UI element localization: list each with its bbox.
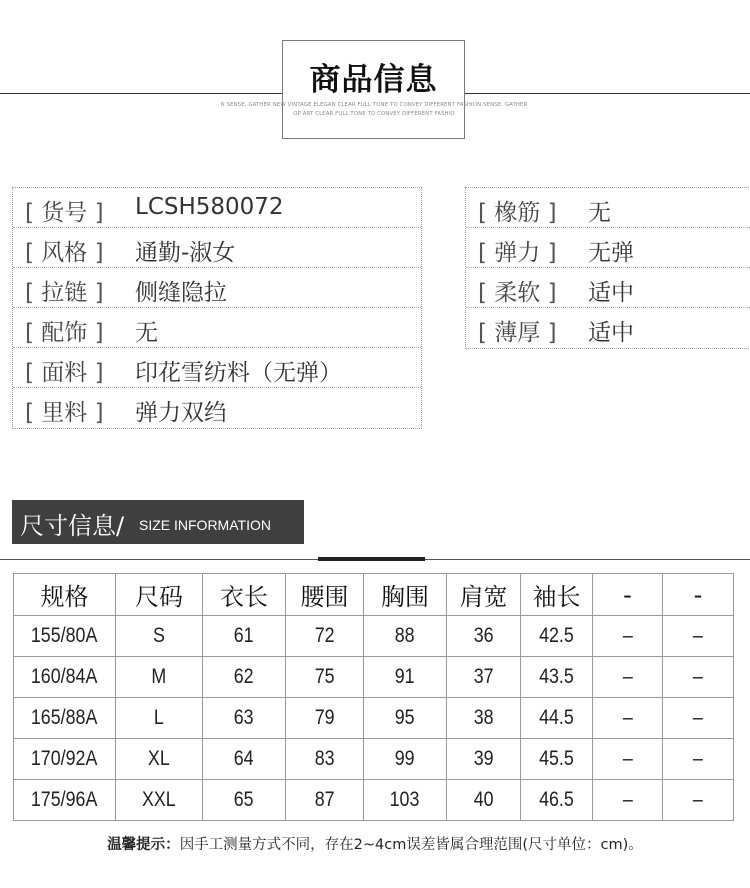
attribute-value: 无 (135, 320, 158, 346)
attribute-value: LCSH580072 (135, 194, 284, 220)
size-table-cell (364, 739, 447, 780)
size-table-cell (663, 698, 734, 739)
size-table-row (14, 657, 734, 698)
attribute-key-text: 货号 (41, 200, 88, 226)
size-note (0, 833, 750, 854)
attribute-value: 无 (588, 200, 611, 226)
size-table-cell (203, 657, 286, 698)
bracket-open: [ (25, 200, 34, 226)
size-table-cell-text: 175/96A (31, 788, 98, 811)
attribute-key (25, 314, 104, 347)
size-table-cell (203, 780, 286, 821)
size-table-cell-text: – (693, 747, 703, 770)
size-table (13, 573, 734, 821)
section-subtitle (200, 101, 548, 119)
size-table-cell-text: – (693, 624, 703, 647)
size-table-cell (203, 616, 286, 657)
size-table-cell (521, 616, 593, 657)
size-table-cell-text: 165/88A (31, 706, 98, 729)
size-table-header-cell: - (663, 574, 734, 616)
size-table-cell (14, 739, 116, 780)
attribute-row (13, 188, 421, 228)
size-table-cell (521, 739, 593, 780)
size-table-header-cell: 腰围 (286, 574, 364, 616)
size-table-cell (663, 616, 734, 657)
size-table-cell-text: L (154, 706, 164, 729)
size-table-cell-text: – (693, 665, 703, 688)
bracket-open: [ (478, 320, 487, 346)
size-table-cell-text: 45.5 (539, 747, 574, 770)
attribute-key-text: 弹力 (494, 240, 541, 266)
bracket-close: ] (94, 200, 104, 226)
attribute-key-text: 橡筋 (494, 200, 541, 226)
attribute-row (13, 308, 421, 348)
size-table-cell-text: 64 (234, 747, 254, 770)
size-table-cell (14, 616, 116, 657)
size-table-header-cell: 衣长 (203, 574, 286, 616)
bracket-open: [ (478, 280, 487, 306)
size-table-cell (447, 657, 521, 698)
size-table-row (14, 739, 734, 780)
size-table-cell-text: – (693, 706, 703, 729)
attribute-row (466, 268, 750, 308)
size-table-cell (447, 739, 521, 780)
size-table-cell-text: 62 (234, 665, 254, 688)
bracket-close: ] (94, 320, 104, 346)
size-table-row (14, 616, 734, 657)
size-table-row (14, 698, 734, 739)
size-table-cell-text: – (622, 624, 633, 647)
size-table-cell (593, 698, 663, 739)
size-table-cell-text: – (622, 706, 633, 729)
size-table-cell (364, 698, 447, 739)
attribute-value: 通勤-淑女 (135, 240, 236, 266)
size-table-cell (286, 739, 364, 780)
size-table-cell-text: 87 (314, 788, 335, 811)
attribute-key-text: 拉链 (41, 280, 88, 306)
size-table-cell-text: 75 (314, 665, 335, 688)
size-info-header (12, 500, 304, 544)
note-label: 温馨提示： (107, 837, 180, 853)
size-table-cell-text: 83 (314, 747, 335, 770)
size-table-cell (286, 698, 364, 739)
size-info-title: 尺寸信息/ (20, 512, 125, 540)
attribute-value: 弹力双绉 (135, 400, 227, 426)
size-table-cell (286, 616, 364, 657)
size-table-cell-text: M (151, 665, 167, 688)
size-table-cell (116, 616, 203, 657)
attribute-key-text: 柔软 (494, 280, 541, 306)
attribute-key-text: 里料 (41, 400, 88, 426)
size-table-cell (364, 780, 447, 821)
size-table-cell (663, 780, 734, 821)
attribute-row (13, 348, 421, 388)
attribute-value: 适中 (588, 320, 634, 346)
size-table-header-row (14, 574, 734, 616)
bracket-open: [ (25, 400, 34, 426)
attribute-key-text: 面料 (41, 360, 88, 386)
size-table-cell (116, 698, 203, 739)
size-table-cell (14, 698, 116, 739)
size-table-cell (286, 780, 364, 821)
bracket-open: [ (478, 240, 487, 266)
bracket-close: ] (547, 200, 557, 226)
size-table-cell-text: 65 (234, 788, 254, 811)
size-table-cell-text: 99 (395, 747, 415, 770)
bracket-open: [ (478, 200, 487, 226)
size-table-cell (286, 657, 364, 698)
attribute-key (25, 394, 104, 427)
size-table-cell-text: 42.5 (539, 624, 574, 647)
size-table-header-cell: 肩宽 (447, 574, 521, 616)
bracket-close: ] (547, 280, 557, 306)
size-table-cell-text: XL (148, 747, 170, 770)
size-table-cell-text: 79 (314, 706, 335, 729)
size-table-cell (116, 780, 203, 821)
size-table-cell-text: 38 (473, 706, 494, 729)
bracket-close: ] (547, 240, 557, 266)
bracket-open: [ (25, 360, 34, 386)
bracket-close: ] (94, 240, 104, 266)
attribute-row (13, 228, 421, 268)
attribute-key (25, 234, 104, 267)
size-table-cell-text: – (622, 747, 633, 770)
size-table-cell-text: 88 (395, 624, 415, 647)
size-table-cell (593, 616, 663, 657)
size-table-cell-text: 46.5 (539, 788, 574, 811)
size-table-cell (663, 739, 734, 780)
size-table-cell-text: 160/84A (31, 665, 98, 688)
bracket-close: ] (94, 280, 104, 306)
size-table-cell-text: S (153, 624, 165, 647)
attribute-key (478, 234, 557, 267)
size-table-cell-text: 63 (234, 706, 254, 729)
size-table-header-cell: 规格 (14, 574, 116, 616)
size-table-cell (364, 616, 447, 657)
size-table-cell-text: 170/92A (31, 747, 98, 770)
bracket-open: [ (25, 320, 34, 346)
size-table-cell (447, 780, 521, 821)
size-table-cell-text: XXL (142, 788, 176, 811)
size-table-cell-text: 37 (473, 665, 494, 688)
subtitle-line-1: N SENSE, GATHER NEW VINTAGE ELEGAN CLEAR FULL TONE TO CONVEY DIFFERENT FASHION SENSE, GATHER (220, 102, 528, 108)
size-table-cell-text: 43.5 (539, 665, 574, 688)
size-table-cell-text: 103 (390, 788, 420, 811)
attribute-row (13, 268, 421, 308)
attribute-key (25, 274, 104, 307)
size-table-cell-text: – (622, 665, 633, 688)
size-divider-accent (318, 557, 425, 561)
attributes-table-right (465, 187, 750, 349)
size-table-cell (203, 739, 286, 780)
size-info-title-en: SIZE INFORMATION (139, 517, 271, 533)
subtitle-line-2: OP ART CLEAR FULL TONE TO CONVEY DIFFERENT FASHIO (293, 111, 455, 117)
attribute-key (478, 194, 557, 227)
attribute-row (13, 388, 421, 428)
attributes-table-left (12, 187, 422, 429)
bracket-close: ] (547, 320, 557, 346)
size-table-cell-text: 36 (473, 624, 494, 647)
size-table-header-cell: - (593, 574, 663, 616)
attribute-row (466, 308, 750, 348)
attribute-row (466, 228, 750, 268)
size-table-cell (521, 657, 593, 698)
attribute-key-text: 风格 (41, 240, 88, 266)
size-table-cell (364, 657, 447, 698)
size-table-cell (663, 657, 734, 698)
size-table-cell-text: 40 (473, 788, 494, 811)
attribute-value: 印花雪纺料（无弹） (135, 360, 342, 386)
attribute-key-text: 配饰 (41, 320, 88, 346)
attribute-key (478, 274, 557, 307)
attribute-key-text: 薄厚 (494, 320, 541, 346)
attribute-key (25, 194, 104, 227)
size-table-header-cell: 尺码 (116, 574, 203, 616)
size-table-cell-text: 39 (473, 747, 494, 770)
size-table-cell (447, 616, 521, 657)
size-table-cell-text: 61 (234, 624, 254, 647)
size-table-cell (521, 698, 593, 739)
size-table-cell (116, 739, 203, 780)
bracket-close: ] (94, 400, 104, 426)
attribute-value: 侧缝隐拉 (135, 280, 227, 306)
section-title: 商品信息 (309, 62, 438, 98)
attribute-key (478, 314, 557, 347)
attribute-value: 适中 (588, 280, 634, 306)
size-table-cell-text: – (693, 788, 703, 811)
bracket-open: [ (25, 280, 34, 306)
size-table-cell (521, 780, 593, 821)
bracket-open: [ (25, 240, 34, 266)
size-table-cell (447, 698, 521, 739)
size-table-header-cell: 胸围 (364, 574, 447, 616)
size-table-cell (593, 739, 663, 780)
size-table-header-cell: 袖长 (521, 574, 593, 616)
size-table-cell (593, 780, 663, 821)
note-text: 因手工测量方式不同，存在2~4cm误差皆属合理范围(尺寸单位：cm)。 (179, 837, 643, 853)
size-table-cell-text: 95 (395, 706, 415, 729)
size-table-cell (14, 780, 116, 821)
size-table-cell (203, 698, 286, 739)
attribute-key (25, 354, 104, 387)
size-table-cell-text: 44.5 (539, 706, 574, 729)
size-table-cell (14, 657, 116, 698)
size-table-cell-text: 72 (314, 624, 335, 647)
attribute-value: 无弹 (588, 240, 634, 266)
size-table-row (14, 780, 734, 821)
size-table-cell-text: – (622, 788, 633, 811)
size-table-cell (593, 657, 663, 698)
bracket-close: ] (94, 360, 104, 386)
size-table-cell (116, 657, 203, 698)
attribute-row (466, 188, 750, 228)
size-table-cell-text: 91 (395, 665, 415, 688)
size-table-cell-text: 155/80A (31, 624, 98, 647)
